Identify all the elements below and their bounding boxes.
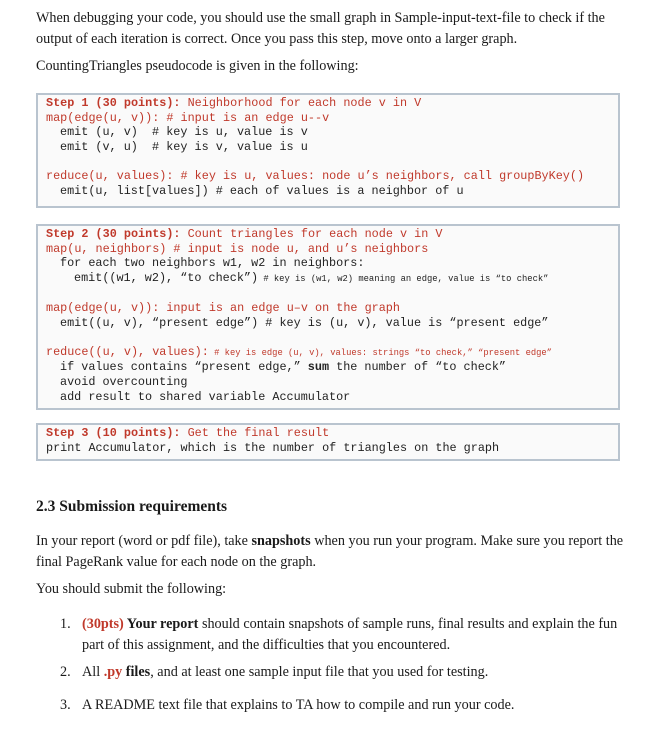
step2-heading-rest: Count triangles for each node v in V: [180, 227, 443, 241]
files-bold: files: [122, 664, 151, 680]
step2-emit-b: emit((u, v), “present edge”) # key is (u, v), value is “present edge”: [60, 315, 549, 330]
list-item: [60, 662, 620, 683]
submission-paragraph-pre: In your report (word or pdf file), take: [36, 533, 252, 549]
step2-emit-a: emit((w1, w2), “to check”): [74, 270, 259, 285]
step3-print-line: print Accumulator, which is the number of triangles on the graph: [46, 440, 500, 455]
list-item-text: A README text file that explains to TA how to compile and run your code.: [82, 697, 515, 713]
step1-map-line: map(edge(u, v)): # input is an edge u--v: [46, 110, 330, 125]
step2-map-line-2: map(edge(u, v)): input is an edge u–v on the graph: [46, 300, 400, 315]
snapshots-bold: snapshots: [251, 533, 311, 549]
step1-heading: Step 1 (30 points):: [46, 96, 181, 110]
step2-if-pre: if values contains “present edge,”: [60, 360, 308, 375]
step2-code-box: [36, 224, 620, 410]
step2-reduce-head: reduce((u, v), values):: [46, 344, 209, 359]
step2-add-line: add result to shared variable Accumulator: [60, 389, 351, 404]
submit-intro: You should submit the following:: [36, 581, 227, 597]
list-item: [60, 614, 620, 656]
submission-heading: 2.3 Submission requirements: [36, 498, 228, 515]
step2-map-line-1: map(u, neighbors) # input is node u, and u’s neighbors: [46, 241, 429, 256]
step3-code-box: [36, 423, 620, 461]
py-extension: .py: [103, 664, 123, 680]
list-number: 1.: [60, 616, 71, 632]
step1-reduce-line: reduce(u, values): # key is u, values: node u’s neighbors, call groupByKey(): [46, 168, 585, 183]
step2-heading: Step 2 (30 points):: [46, 227, 181, 241]
step1-emit-3: emit(u, list[values]) # each of values is a neighbor of u: [60, 183, 464, 198]
step1-emit-1: emit (u, v) # key is u, value is v: [60, 125, 308, 140]
step1-heading-rest: Neighborhood for each node v in V: [180, 96, 422, 110]
step1-code-box: [36, 93, 620, 208]
submission-paragraph: [36, 531, 626, 573]
step2-if-sum: sum: [307, 360, 330, 375]
step3-heading-rest: Get the final result: [180, 426, 330, 440]
step3-heading: Step 3 (10 points):: [46, 426, 181, 440]
step2-if-post: the number of “to check”: [329, 360, 507, 375]
step2-reduce-comment: # key is edge (u, v), values: strings “to check,” “present edge”: [208, 347, 552, 358]
list-item-text: , and at least one sample input file that you used for testing.: [150, 664, 489, 680]
step1-emit-2: emit (v, u) # key is v, value is u: [60, 139, 308, 154]
step2-emit-a-comment: # key is (w1, w2) meaning an edge, value is “to check”: [258, 273, 549, 284]
list-number: 2.: [60, 664, 71, 680]
step2-avoid-line: avoid overcounting: [60, 374, 188, 389]
report-bold: Your report: [123, 616, 199, 632]
list-item-text: should contain snapshots of sample runs, final results and explain the fun part of this assignment, and the difficulties that you encountered.: [82, 616, 618, 653]
list-item: [60, 695, 620, 716]
submission-paragraph-post: when you run your program. Make sure you report the final PageRank value for each node on the graph.: [36, 533, 624, 570]
step2-for-line: for each two neighbors w1, w2 in neighbors:: [60, 256, 365, 271]
points-label: (30pts): [82, 616, 124, 632]
list-number: 3.: [60, 697, 71, 713]
list-item-pre: All: [82, 664, 104, 680]
pseudocode-intro: CountingTriangles pseudocode is given in the following:: [36, 58, 359, 74]
intro-paragraph: When debugging your code, you should use the small graph in Sample-input-text-file to check if the output of each iteration is correct. Once you pass this step, move onto a larger graph.: [36, 10, 605, 47]
